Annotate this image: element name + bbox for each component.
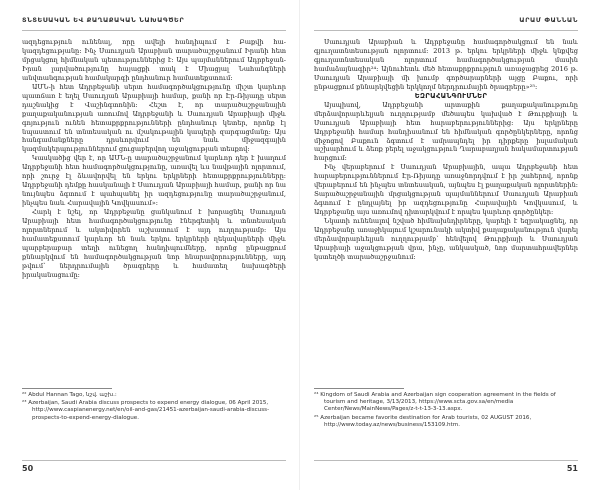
section-heading: ԵԶՐԱՀԱՆԳՈՒՄՆԵՐ [414, 91, 488, 100]
footnote: ²³ Azerbaijan, Saudi Arabia discuss prospects to expend energy dialogue, 06 April 2015, http://www.caspianenergy.net/en/oil-and-gas/21451-azerbaijan-saudi-arabia-discuss-prospects-to-expend-energy-dialogue. [22, 400, 270, 421]
running-header: ՏՆՏԵՍԱԿԱՆ ԵՎ ՔԱՂԱՔԱԿԱՆ ՆԱԽԱԳԾԵՐ [22, 16, 185, 24]
footer-rule [22, 460, 286, 461]
right-page [300, 0, 600, 490]
paragraph: Կասկածից վեր է, որ ԱՄՆ-ը տարածաշրջանում կարևոր դեր է խաղում Ադրբեջանի հետ համագործակցությունը, առավել ևս նավթային ոլորտում, որի շուրջ էլ ձևավորվել են երկու երկրների հետաքրքրությունները: Ադրբեջանի դեմքը հասկանալի է Սաուդյան Արաբիայի համար, քանի որ նա նույնպես ձգտում է պահպանել իր ազդեցությունը տարածաշրջանում, ինչպես նաև Հարավային Կովկասում»: [22, 154, 286, 208]
header-rule [22, 30, 286, 31]
body-text [314, 38, 578, 262]
footnotes [314, 388, 578, 430]
paragraph: Նկատի ունենալով նշված հիմնախնդիրները, կարելի է եզրակացնել, որ Ադրբեջանը առաջիկայում կշարունակի ակտիվ քաղաքականություն վարել մերձավորարևելյան ուղղությամբ՝ հենվելով Թուրքիայի և Սաուդյան Արաբիայի աջակցության վրա, ինչը, անկասկած, նոր մարտահրավերներ կստեղծի տարածաշրջանում: [314, 217, 578, 261]
footnote-rule [314, 388, 404, 389]
footnote: ²² Abdul Hannan Tago, նշվ. աշխ.: [22, 392, 117, 398]
page-number: 51 [566, 464, 578, 473]
running-header: ԱՐԱՄ ՓԱՆՆԱՆ [519, 16, 578, 24]
footnote: ²⁵ Azerbaijan became favorite destination for Arab tourists, 02 AUGUST 2016, http://www.today.az/news/business/153109.htm. [314, 414, 532, 428]
paragraph: Հարկ է նշել, որ Ադրբեջանը ցանկանում է խորացնել Սաուդյան Արաբիայի հետ համագործակցությունը էներգետիկ և տնտեսական ոլորտներում և ակտիվորեն աշխատում է այդ ուղղությամբ: Այս համատեքստում կարևոր են նաև երկու երկրների ղեկավարների միջև պարբերաբար տեղի ունեցող հանդիպումները, որոնց ընթացքում քննարկվում են համագործակցության նոր հնարավորությունները, այդ թվում՝ ներդրումային ծրագրերը և համատեղ նախագծերի իրականացումը: [22, 208, 286, 279]
footer-rule [314, 460, 578, 461]
header-rule [314, 30, 578, 31]
page-number: 50 [22, 464, 34, 473]
body-text [22, 38, 286, 280]
paragraph: Այսպիսով, Ադրբեջանի արտաքին քաղաքականությունը մերձավորարևելյան ուղղությամբ մեծապես կախված է Թուրքիայի և Սաուդյան Արաբիայի հետ հարաբերություններից: Այս երկրները Ադրբեջանի համար հանդիսանում են հիմնական գործընկերները, որոնց միջոցով Բաքուն ձգտում է ամրապնդել իր դիրքերը իսլամական աշխարհում և ձեռք բերել աջակցություն Ղարաբաղյան հակամարտության հարցում: [314, 100, 578, 163]
footnote: ²⁴ Kingdom of Saudi Arabia and Azerbaijan sign cooperation agreement in the fields of tourism and heritage, 3/13/2013, https://www.scta.gov.sa/en/media Center/News/MainNews/Pages/z-t-t-13-3-13.aspx. [314, 392, 556, 413]
paragraph: ԱՄՆ-ի հետ Ադրբեջանի սերտ համագործակցությունը միշտ կարևոր պատճառ է եղել Սաուդյան Արաբիայի համար, քանի որ Էր-Ռիյադը սերտ դաշնակից է Վաշինգտոնին: Հեշտ է, որ տարածաշրջանային քաղաքականության առումով Ադրբեջանի և Սաուդյան Արաբիայի միջև գոյություն ունեն հետաքրքրությունների ընդհանուր կետեր, որոնք էլ նպաստում են տնտեսական ու մշակութային կապերի զարգացմանը: Այս հանգամանքները դրսևորվում են նաև միջազգային կազմակերպություններում ցուցաբերվող աջակցության տեսքով: [22, 82, 286, 154]
paragraph: Սաուդյան Արաբիան և Ադրբեջանը համագործակցում են նաև գյուղատնտեսության ոլորտում: 2013 թ. երկու երկրների միջև կնքվեց գյուղատնտեսական ոլորտում համագործակցության մասին համաձայնագիր²⁴: Այնուհետև մեծ հետաքրքրություն առաջացրեց 2016 թ. Սաուդյան Արաբիայի մի խումբ գործարարների այցը Բաքու, որի ընթացքում քննարկվեցին երկկողմ ներդրումային ծրագրերը»²⁵: [314, 38, 578, 91]
footnotes [22, 388, 286, 423]
paragraph: Ինչ վերաբերում է Սաուդյան Արաբիային, ապա Ադրբեջանի հետ հարաբերություններում Էր-Ռիյադը առաջնորդվում է իր շահերով, որոնք վերաբերում են ինչպես տնտեսական, այնպես էլ քաղաքական ոլորտներին: Տարածաշրջանային մրցակցության պայմաններում Սաուդյան Արաբիան ձգտում է ընդլայնել իր ազդեցությունը Հարավային Կովկասում, և Ադրբեջանը այս առումով դիտարկվում է որպես կարևոր գործընկեր: [314, 163, 578, 217]
footnote-rule [22, 388, 112, 389]
paragraph: ազդեցություն ունենալ, որը ավելի հանդիպում է Բաքվի հա-կազդեցությանը: Ինչ Սաուդյան Արաբիան տարածաշրջանում Իրանի հետ մրցակցող հիմնական պետություններից է: Այս պայմաններում Ադրբեջան-Իրան լարվածությունը հայացքի տակ է Միացյալ Նահանգների անվտանգության համակարգի ընդհանուր համատեքստում: [22, 38, 286, 82]
